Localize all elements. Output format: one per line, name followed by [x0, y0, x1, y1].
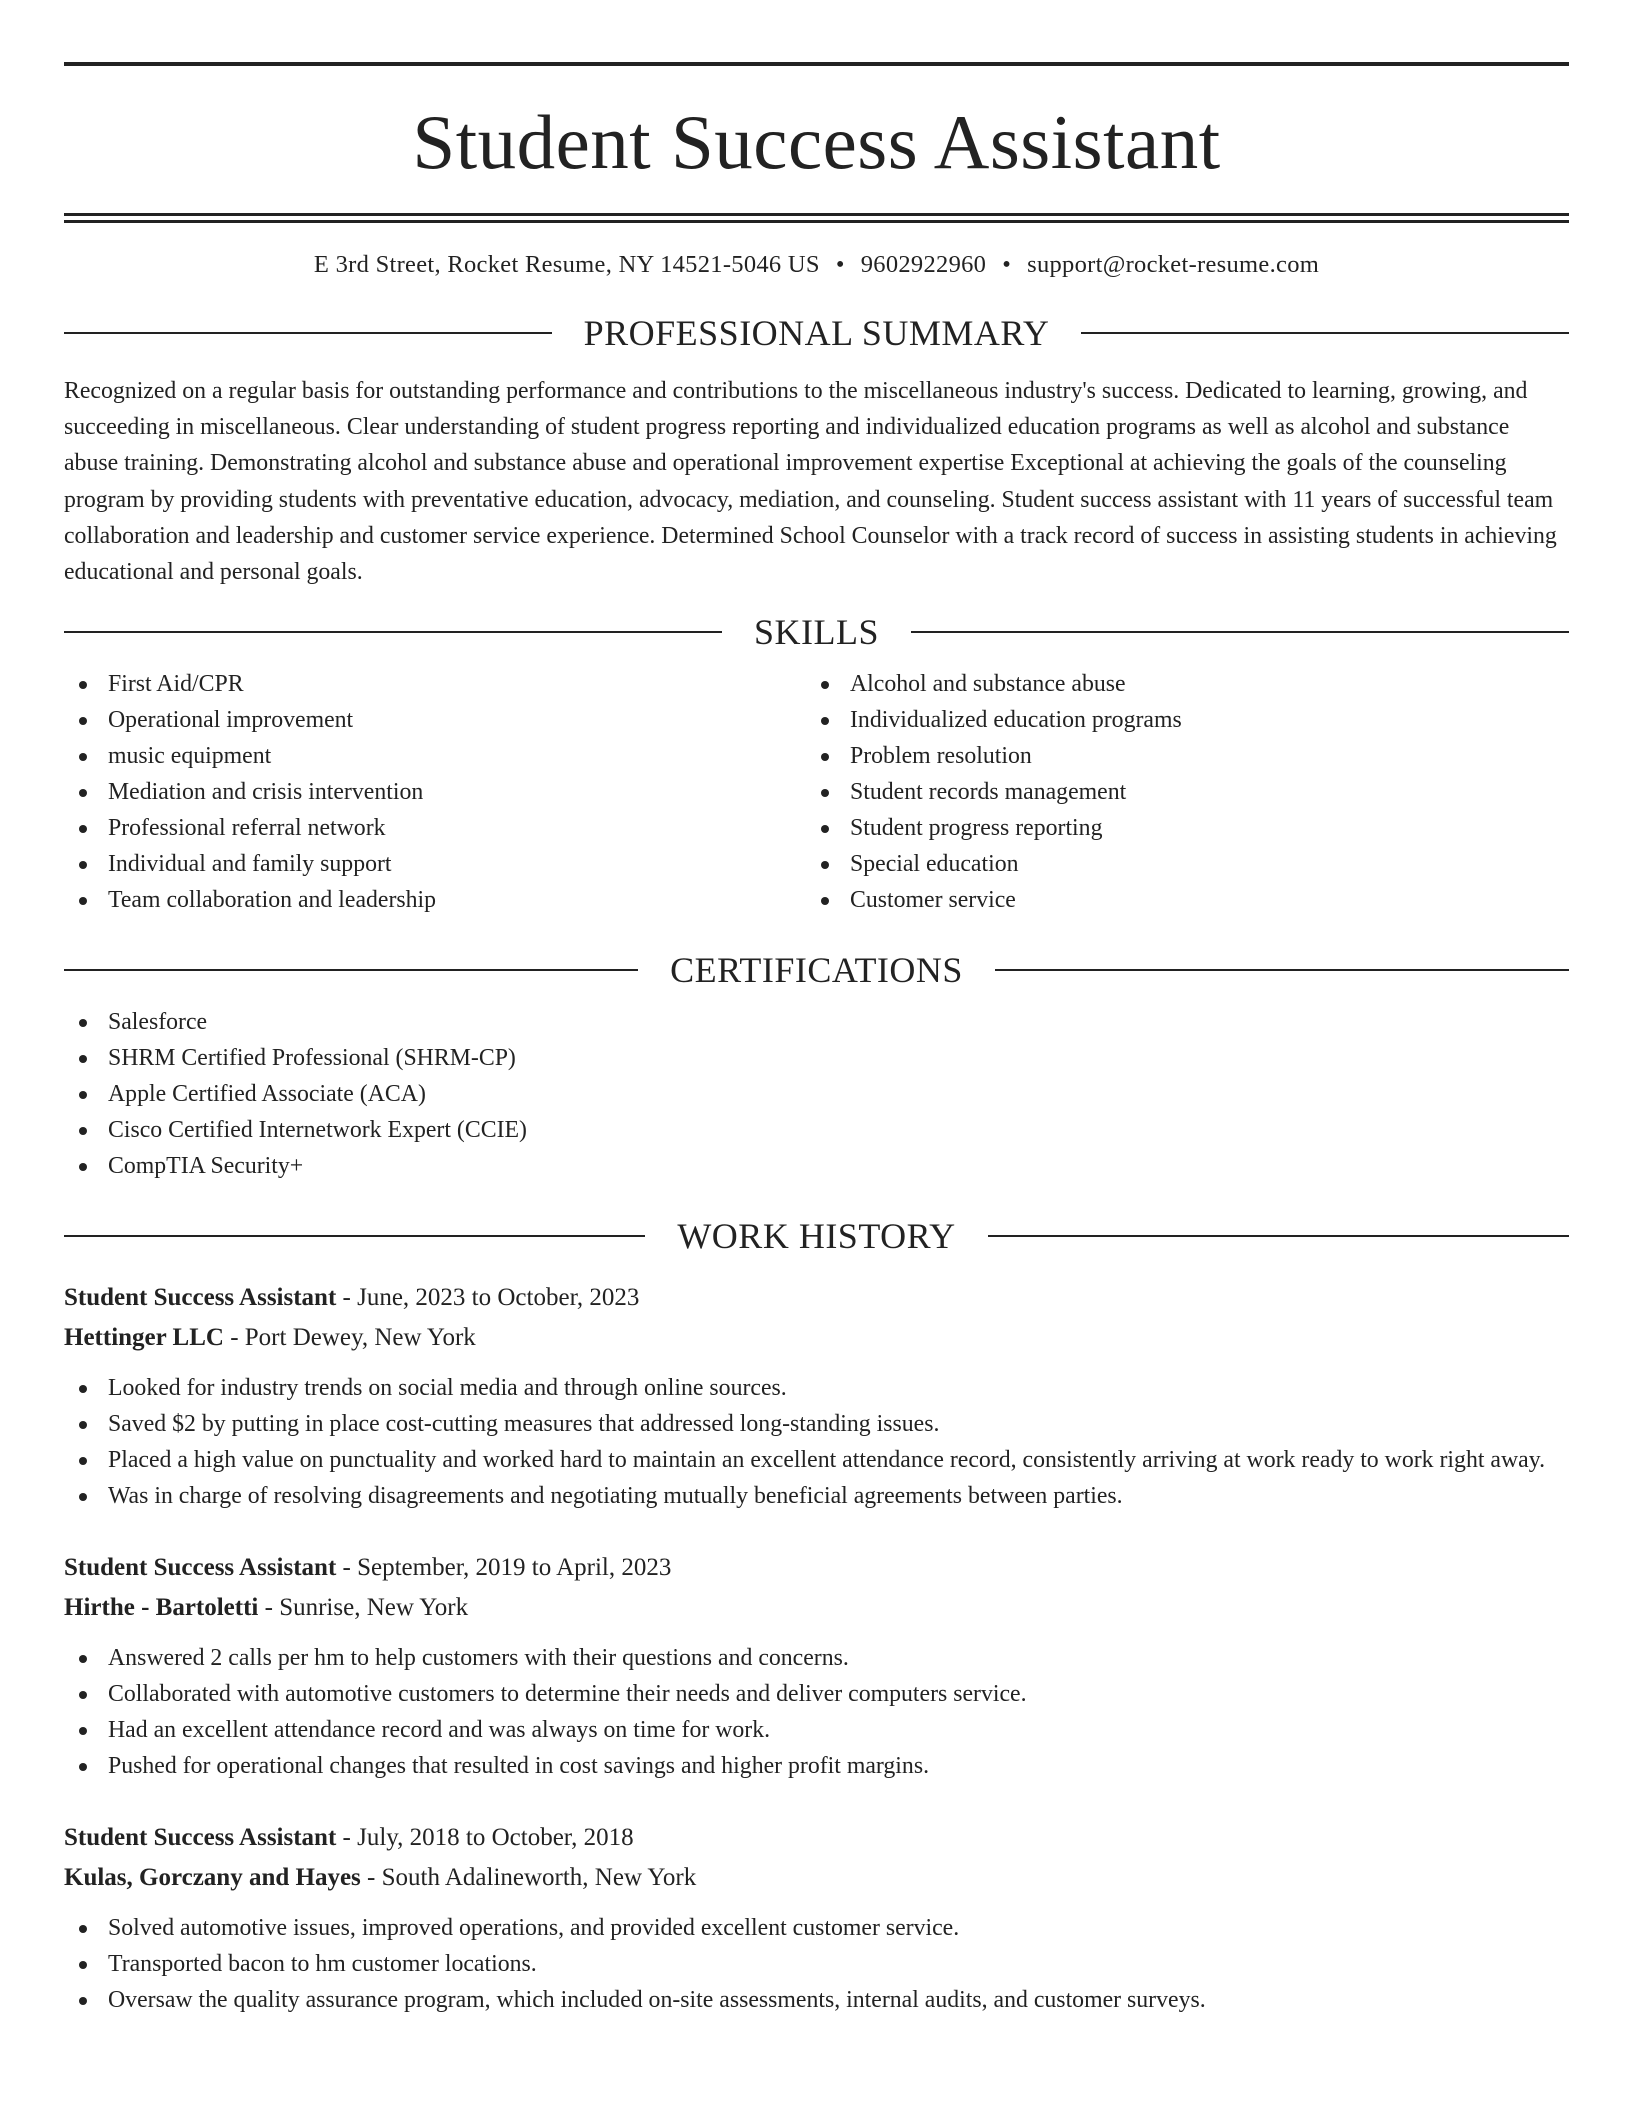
job-duty-item: Oversaw the quality assurance program, which included on-site assessments, internal audits, and customer surveys.: [64, 1982, 1569, 2018]
job-dates: - June, 2023 to October, 2023: [336, 1284, 640, 1312]
job-duty-item: Was in charge of resolving disagreements and negotiating mutually beneficial agreements between parties.: [64, 1478, 1569, 1514]
skill-item: Student records management: [806, 774, 1548, 810]
skill-item: Special education: [806, 846, 1548, 882]
work-history-list: [64, 1278, 1569, 2018]
summary-heading-label: PROFESSIONAL SUMMARY: [583, 313, 1050, 353]
contact-line: [64, 251, 1569, 279]
job-dates: - July, 2018 to October, 2018: [336, 1824, 634, 1852]
job-duties-list: [64, 1640, 1569, 1784]
certifications-list: [64, 1004, 1569, 1184]
job-role: Student Success Assistant: [64, 1554, 337, 1582]
contact-phone: 9602922960: [860, 251, 987, 278]
job-duty-item: Pushed for operational changes that resulted in cost savings and higher profit margins.: [64, 1748, 1569, 1784]
job-role: Student Success Assistant: [64, 1824, 337, 1852]
job-company: Hirthe - Bartoletti: [64, 1594, 259, 1622]
title-double-rule: [64, 213, 1569, 223]
work-heading: [64, 1216, 1569, 1257]
job-title-line: [64, 1548, 1569, 1588]
skill-item: Operational improvement: [64, 702, 806, 738]
job-entry: [64, 1818, 1569, 2018]
certification-item: SHRM Certified Professional (SHRM-CP): [64, 1040, 1569, 1076]
skill-item: Professional referral network: [64, 810, 806, 846]
job-duty-item: Solved automotive issues, improved operations, and provided excellent customer service.: [64, 1910, 1569, 1946]
certification-item: CompTIA Security+: [64, 1148, 1569, 1184]
job-duties-list: [64, 1370, 1569, 1514]
resume-title: Student Success Assistant: [412, 99, 1221, 185]
skills-right-list: [806, 666, 1548, 918]
summary-paragraph: Recognized on a regular basis for outstanding performance and contributions to the miscellaneous industry's success. Dedicated to learning, growing, and succeeding in miscellaneous. Clear understanding of student progress reporting and individualized education programs as well as alcohol and substance abuse training. Demonstrating alcohol and substance abuse and operational improvement expertise Exceptional at achieving the goals of the counseling program by providing students with preventative education, advocacy, mediation, and counseling. Student success assistant with 11 years of successful team collaboration and leadership and customer service experience. Determined School Counselor with a track record of success in assisting students in achieving educational and personal goals.: [64, 378, 1557, 586]
job-location: - Port Dewey, New York: [223, 1324, 476, 1352]
skill-item: Team collaboration and leadership: [64, 882, 806, 918]
resume-page: [64, 62, 1569, 2018]
skills-left-list: [64, 666, 806, 918]
job-role: Student Success Assistant: [64, 1284, 337, 1312]
certifications-heading: [64, 950, 1569, 991]
skill-item: Student progress reporting: [806, 810, 1548, 846]
heading-rule-right: [1081, 332, 1569, 334]
skill-item: Individual and family support: [64, 846, 806, 882]
job-entry: [64, 1278, 1569, 1514]
job-duty-item: Looked for industry trends on social media and through online sources.: [64, 1370, 1569, 1406]
skills-columns: [64, 650, 1569, 918]
skills-heading: [64, 612, 1569, 653]
job-title-line: [64, 1278, 1569, 1318]
contact-email: support@rocket-resume.com: [1027, 251, 1320, 278]
contact-separator: •: [1002, 251, 1012, 278]
certification-item: Apple Certified Associate (ACA): [64, 1076, 1569, 1112]
skill-item: Customer service: [806, 882, 1548, 918]
job-location: - South Adalineworth, New York: [360, 1864, 697, 1892]
job-duties-list: [64, 1910, 1569, 2018]
job-entry: [64, 1548, 1569, 1784]
certifications-heading-label: CERTIFICATIONS: [670, 950, 963, 991]
contact-separator: •: [835, 251, 845, 278]
job-duty-item: Collaborated with automotive customers to determine their needs and deliver computers service.: [64, 1676, 1569, 1712]
certification-item: Salesforce: [64, 1004, 1569, 1040]
job-company-line: [64, 1588, 1569, 1628]
skill-item: music equipment: [64, 738, 806, 774]
job-company-line: [64, 1858, 1569, 1898]
heading-rule-left: [64, 631, 722, 633]
job-duty-item: Had an excellent attendance record and was always on time for work.: [64, 1712, 1569, 1748]
certification-item: Cisco Certified Internetwork Expert (CCIE): [64, 1112, 1569, 1148]
job-duty-item: Placed a high value on punctuality and worked hard to maintain an excellent attendance record, consistently arriving at work ready to work right away.: [64, 1442, 1569, 1478]
skill-item: Individualized education programs: [806, 702, 1548, 738]
job-dates: - September, 2019 to April, 2023: [336, 1554, 672, 1582]
heading-rule-right: [995, 969, 1569, 971]
job-company: Hettinger LLC: [64, 1324, 224, 1352]
heading-rule-left: [64, 969, 638, 971]
heading-rule-left: [64, 332, 552, 334]
skill-item: First Aid/CPR: [64, 666, 806, 702]
job-duty-item: Answered 2 calls per hm to help customers with their questions and concerns.: [64, 1640, 1569, 1676]
heading-rule-right: [911, 631, 1569, 633]
heading-rule-left: [64, 1235, 645, 1237]
skill-item: Alcohol and substance abuse: [806, 666, 1548, 702]
skill-item: Problem resolution: [806, 738, 1548, 774]
heading-rule-right: [988, 1235, 1569, 1237]
summary-heading: [64, 315, 1569, 351]
skills-heading-label: SKILLS: [754, 612, 880, 653]
skill-item: Mediation and crisis intervention: [64, 774, 806, 810]
job-title-line: [64, 1818, 1569, 1858]
top-rule: [64, 62, 1569, 66]
job-company-line: [64, 1318, 1569, 1358]
contact-address: E 3rd Street, Rocket Resume, NY 14521-5046 US: [313, 251, 820, 278]
work-heading-label: WORK HISTORY: [677, 1216, 956, 1257]
job-duty-item: Saved $2 by putting in place cost-cutting measures that addressed long-standing issues.: [64, 1406, 1569, 1442]
job-duty-item: Transported bacon to hm customer locations.: [64, 1946, 1569, 1982]
job-location: - Sunrise, New York: [258, 1594, 469, 1622]
job-company: Kulas, Gorczany and Hayes: [64, 1864, 361, 1892]
